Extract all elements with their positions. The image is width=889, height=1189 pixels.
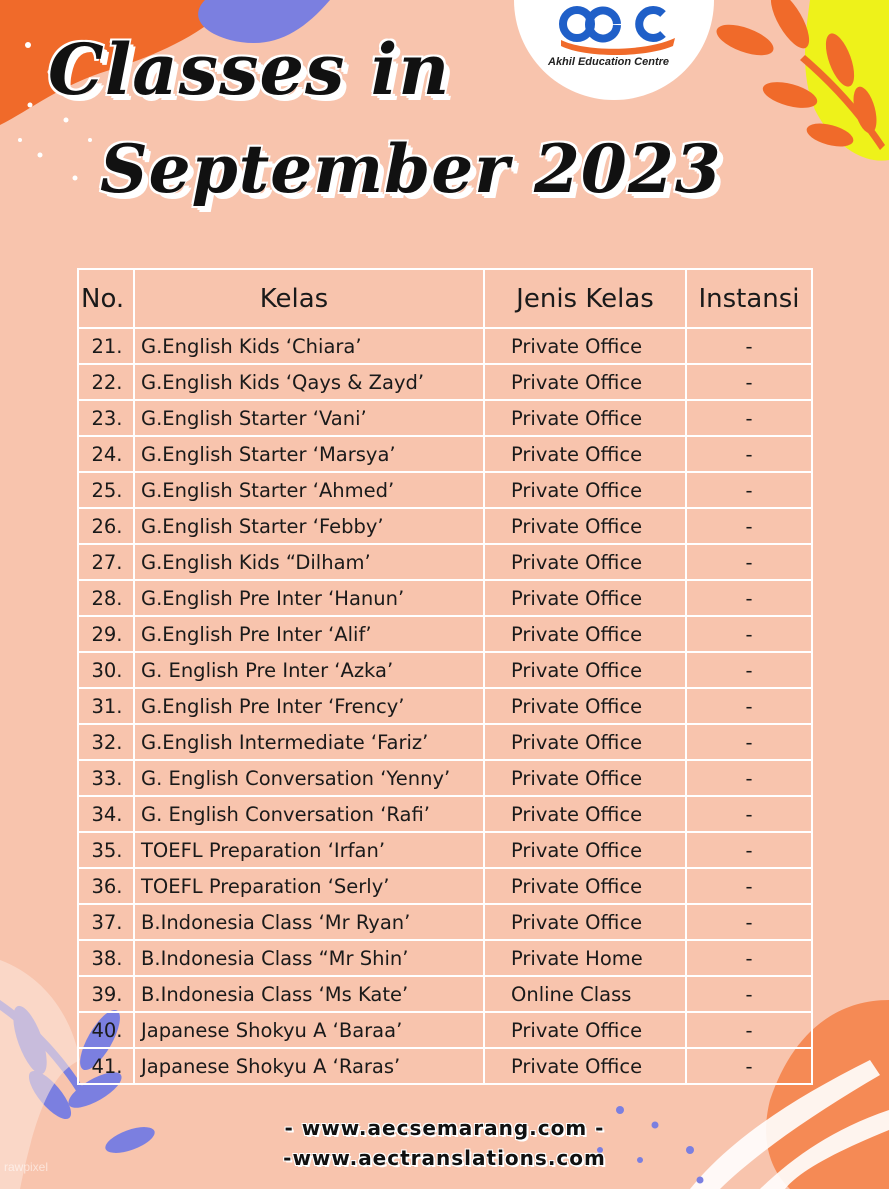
row-instansi: - [686,436,812,472]
row-instansi: - [686,616,812,652]
table-row [78,796,812,832]
row-jenis-kelas: Private Office [484,364,686,400]
row-jenis-kelas: Private Office [484,1048,686,1084]
row-number: 36. [78,868,134,904]
row-instansi: - [686,580,812,616]
row-kelas: G.English Kids “Dilham’ [134,544,484,580]
page-title-line-2: September 2023 [100,130,722,208]
row-kelas: G.English Kids ‘Chiara’ [134,328,484,364]
row-kelas: G.English Starter ‘Vani’ [134,400,484,436]
header-kelas: Kelas [134,269,484,328]
row-kelas: G.English Kids ‘Qays & Zayd’ [134,364,484,400]
row-number: 22. [78,364,134,400]
table-row [78,868,812,904]
row-kelas: G. English Conversation ‘Yenny’ [134,760,484,796]
row-jenis-kelas: Private Office [484,724,686,760]
row-jenis-kelas: Private Office [484,472,686,508]
row-instansi: - [686,652,812,688]
row-jenis-kelas: Private Office [484,580,686,616]
row-kelas: B.Indonesia Class ‘Mr Ryan’ [134,904,484,940]
row-kelas: G.English Pre Inter ‘Alif’ [134,616,484,652]
row-kelas: TOEFL Preparation ‘Serly’ [134,868,484,904]
row-instansi: - [686,868,812,904]
table-row [78,940,812,976]
row-number: 26. [78,508,134,544]
row-kelas: Japanese Shokyu A ‘Baraa’ [134,1012,484,1048]
row-jenis-kelas: Private Office [484,904,686,940]
table-row [78,760,812,796]
row-jenis-kelas: Private Home [484,940,686,976]
row-jenis-kelas: Online Class [484,976,686,1012]
row-instansi: - [686,508,812,544]
row-number: 39. [78,976,134,1012]
table-row [78,1012,812,1048]
logo-brand-text: Akhil Education Centre [548,56,670,68]
row-jenis-kelas: Private Office [484,400,686,436]
row-jenis-kelas: Private Office [484,436,686,472]
row-number: 27. [78,544,134,580]
row-kelas: G.English Starter ‘Marsya’ [134,436,484,472]
row-number: 24. [78,436,134,472]
table-row [78,832,812,868]
row-kelas: G.English Starter ‘Febby’ [134,508,484,544]
row-instansi: - [686,472,812,508]
row-number: 21. [78,328,134,364]
row-jenis-kelas: Private Office [484,796,686,832]
row-instansi: - [686,544,812,580]
row-instansi: - [686,832,812,868]
row-number: 30. [78,652,134,688]
table-body [78,328,812,1084]
website-link-aecsemarang[interactable]: - www.aecsemarang.com - [284,1116,605,1140]
row-instansi: - [686,760,812,796]
aec-logo-icon [555,2,680,60]
row-jenis-kelas: Private Office [484,1012,686,1048]
table-row [78,616,812,652]
row-jenis-kelas: Private Office [484,328,686,364]
page-title-line-1: Classes in [48,28,451,111]
row-number: 29. [78,616,134,652]
table-row [78,472,812,508]
row-instansi: - [686,1048,812,1084]
row-jenis-kelas: Private Office [484,508,686,544]
row-jenis-kelas: Private Office [484,832,686,868]
table-row [78,580,812,616]
website-link-aectranslations[interactable]: -www.aectranslations.com [283,1146,606,1170]
row-kelas: G.English Starter ‘Ahmed’ [134,472,484,508]
table-row [78,400,812,436]
row-instansi: - [686,940,812,976]
row-kelas: G. English Pre Inter ‘Azka’ [134,652,484,688]
row-jenis-kelas: Private Office [484,616,686,652]
row-instansi: - [686,400,812,436]
row-number: 31. [78,688,134,724]
row-kelas: TOEFL Preparation ‘Irfan’ [134,832,484,868]
row-number: 32. [78,724,134,760]
header-no: No. [78,269,134,328]
row-number: 40. [78,1012,134,1048]
row-number: 41. [78,1048,134,1084]
row-jenis-kelas: Private Office [484,544,686,580]
table-row [78,652,812,688]
table-row [78,724,812,760]
row-jenis-kelas: Private Office [484,652,686,688]
table-row [78,904,812,940]
table-row [78,436,812,472]
row-number: 35. [78,832,134,868]
header-instansi: Instansi [686,269,812,328]
row-instansi: - [686,724,812,760]
row-jenis-kelas: Private Office [484,688,686,724]
row-kelas: G.English Intermediate ‘Fariz’ [134,724,484,760]
row-instansi: - [686,328,812,364]
row-instansi: - [686,364,812,400]
table-row [78,328,812,364]
row-instansi: - [686,1012,812,1048]
table-row [78,688,812,724]
row-instansi: - [686,688,812,724]
table-row [78,544,812,580]
row-number: 28. [78,580,134,616]
row-number: 23. [78,400,134,436]
row-kelas: G. English Conversation ‘Rafi’ [134,796,484,832]
row-number: 33. [78,760,134,796]
row-kelas: G.English Pre Inter ‘Hanun’ [134,580,484,616]
row-kelas: B.Indonesia Class “Mr Shin’ [134,940,484,976]
class-schedule-table [77,268,811,1085]
row-number: 34. [78,796,134,832]
row-kelas: Japanese Shokyu A ‘Raras’ [134,1048,484,1084]
table-row [78,976,812,1012]
row-kelas: G.English Pre Inter ‘Frency’ [134,688,484,724]
row-number: 37. [78,904,134,940]
row-kelas: B.Indonesia Class ‘Ms Kate’ [134,976,484,1012]
row-number: 25. [78,472,134,508]
table-row [78,508,812,544]
row-instansi: - [686,976,812,1012]
watermark: rawpixel [4,1160,49,1174]
table-row [78,364,812,400]
row-jenis-kelas: Private Office [484,868,686,904]
row-instansi: - [686,904,812,940]
row-jenis-kelas: Private Office [484,760,686,796]
row-instansi: - [686,796,812,832]
header-jenis-kelas: Jenis Kelas [484,269,686,328]
table-header-row [78,269,812,328]
table-row [78,1048,812,1084]
row-number: 38. [78,940,134,976]
